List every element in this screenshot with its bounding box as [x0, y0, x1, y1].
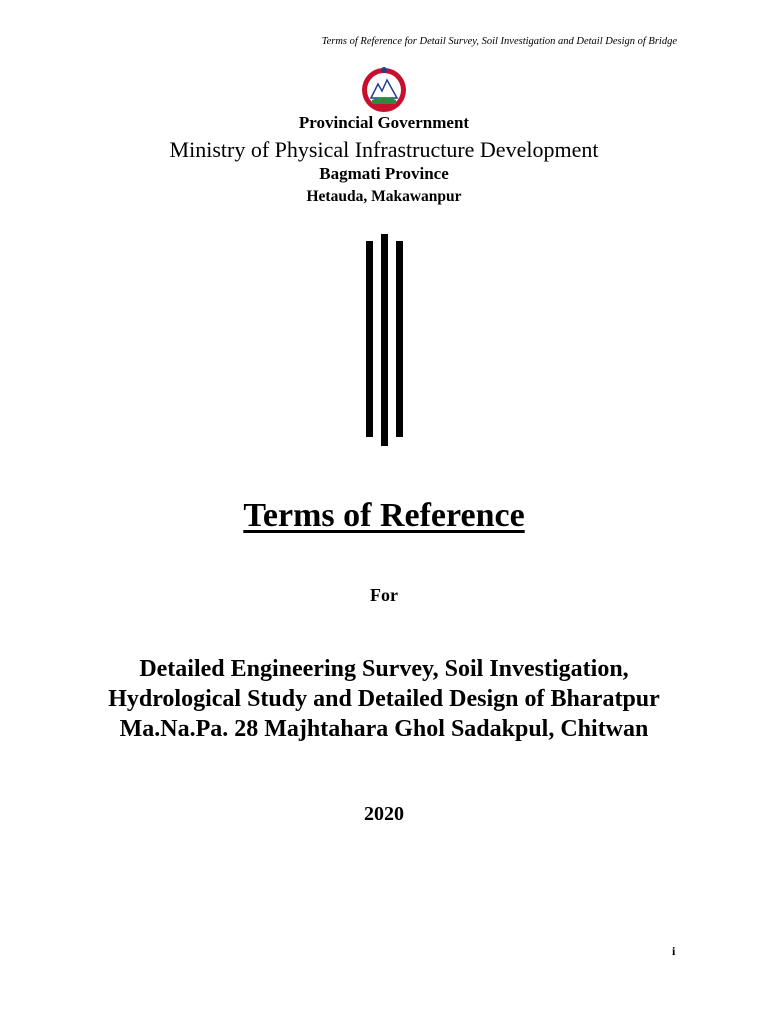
office-location: Hetauda, Makawanpur: [306, 188, 462, 205]
subject-line: Hydrological Study and Detailed Design of Bharatpur: [108, 686, 660, 712]
project-subject: [0, 654, 768, 744]
province-name: Bagmati Province: [319, 164, 449, 183]
decorative-bar: [396, 241, 403, 437]
decorative-bars: [363, 234, 407, 446]
document-year: 2020: [364, 803, 404, 825]
nepal-emblem-icon: [359, 64, 409, 114]
document-title: Terms of Reference: [243, 497, 525, 534]
government-level: Provincial Government: [298, 113, 470, 132]
running-header: Terms of Reference for Detail Survey, Soil Investigation and Detail Design of Bridge: [321, 36, 677, 47]
ministry-name: Ministry of Physical Infrastructure Development: [169, 137, 599, 162]
for-label: For: [370, 585, 398, 605]
subject-line: Detailed Engineering Survey, Soil Investigation,: [139, 656, 629, 682]
decorative-bar: [381, 234, 388, 446]
subject-line: Ma.Na.Pa. 28 Majhtahara Ghol Sadakpul, Chitwan: [119, 716, 649, 742]
decorative-bar: [366, 241, 373, 437]
page-number: i: [672, 944, 676, 958]
